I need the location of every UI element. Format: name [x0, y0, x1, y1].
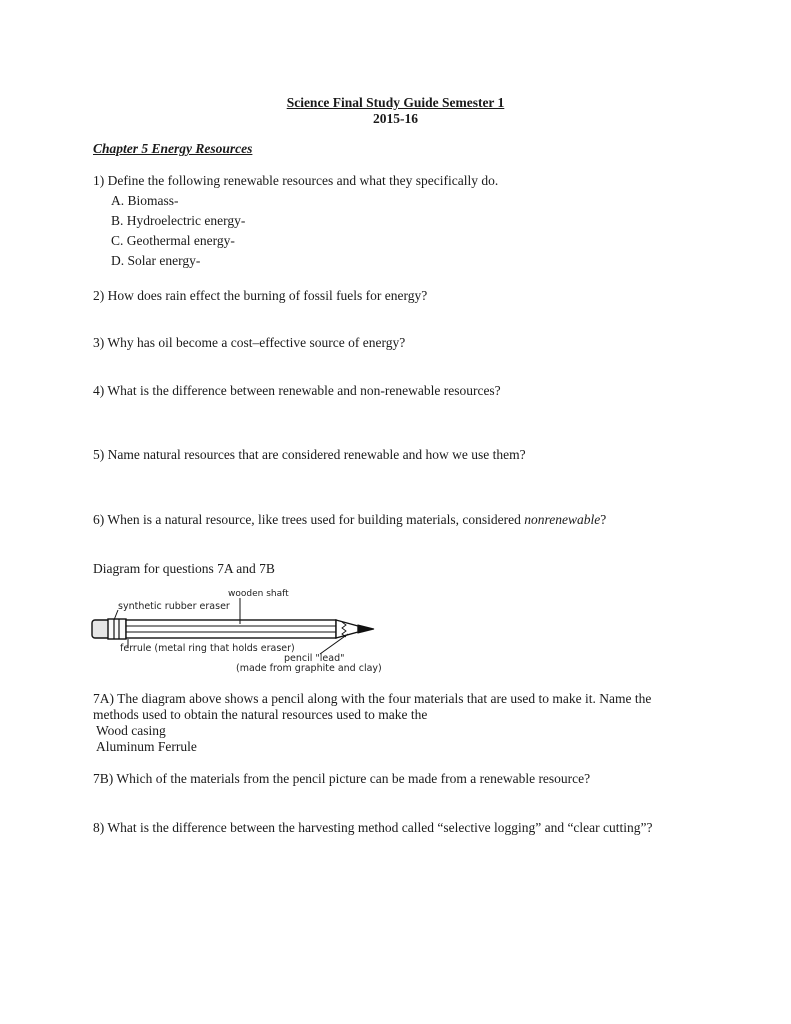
question-7a-item-ferrule: Aluminum Ferrule: [96, 739, 197, 754]
label-wooden-shaft: wooden shaft: [228, 589, 289, 599]
wooden-shaft-shape: [126, 620, 336, 638]
label-lead-note: (made from graphite and clay): [236, 663, 382, 674]
question-1-item-d: D. Solar energy-: [111, 253, 201, 268]
question-7a-line-1: 7A) The diagram above shows a pencil along with the four materials that are used to make it. Name the: [93, 691, 652, 706]
question-4: 4) What is the difference between renewable and non-renewable resources?: [93, 383, 501, 398]
question-8: 8) What is the difference between the harvesting method called “selective logging” and “clear cutting”?: [93, 820, 653, 835]
question-7a-item-wood: Wood casing: [96, 723, 166, 738]
question-2: 2) How does rain effect the burning of fossil fuels for energy?: [93, 288, 428, 303]
question-1-item-c: C. Geothermal energy-: [111, 233, 235, 248]
page-title: Science Final Study Guide Semester 1: [286, 95, 505, 110]
label-eraser: synthetic rubber eraser: [118, 601, 230, 612]
ferrule-shape: [108, 619, 126, 639]
pencil-diagram: [88, 584, 388, 676]
question-1-item-a: A. Biomass-: [111, 193, 179, 208]
question-7b: 7B) Which of the materials from the pencil picture can be made from a renewable resource?: [93, 771, 591, 786]
label-pencil-lead: pencil "lead": [284, 653, 345, 664]
diagram-caption: Diagram for questions 7A and 7B: [93, 561, 275, 576]
question-6-text: 6) When is a natural resource, like trees used for building materials, considered: [93, 512, 525, 527]
chapter-heading: Chapter 5 Energy Resources: [93, 141, 253, 156]
school-year: 2015-16: [373, 111, 418, 126]
question-1: 1) Define the following renewable resources and what they specifically do.: [93, 173, 499, 188]
question-7a-line-2: methods used to obtain the natural resources used to make the: [93, 707, 428, 722]
question-6-end: ?: [600, 512, 607, 527]
lead-tip-shape: [358, 625, 374, 633]
question-6: [93, 511, 606, 528]
question-1-item-b: B. Hydroelectric energy-: [111, 213, 246, 228]
question-3: 3) Why has oil become a cost–effective source of energy?: [93, 335, 406, 350]
pencil-illustration: [92, 619, 374, 639]
question-6-emphasis: nonrenewable: [524, 512, 601, 527]
question-5: 5) Name natural resources that are considered renewable and how we use them?: [93, 447, 526, 462]
label-ferrule: ferrule (metal ring that holds eraser): [120, 643, 295, 654]
